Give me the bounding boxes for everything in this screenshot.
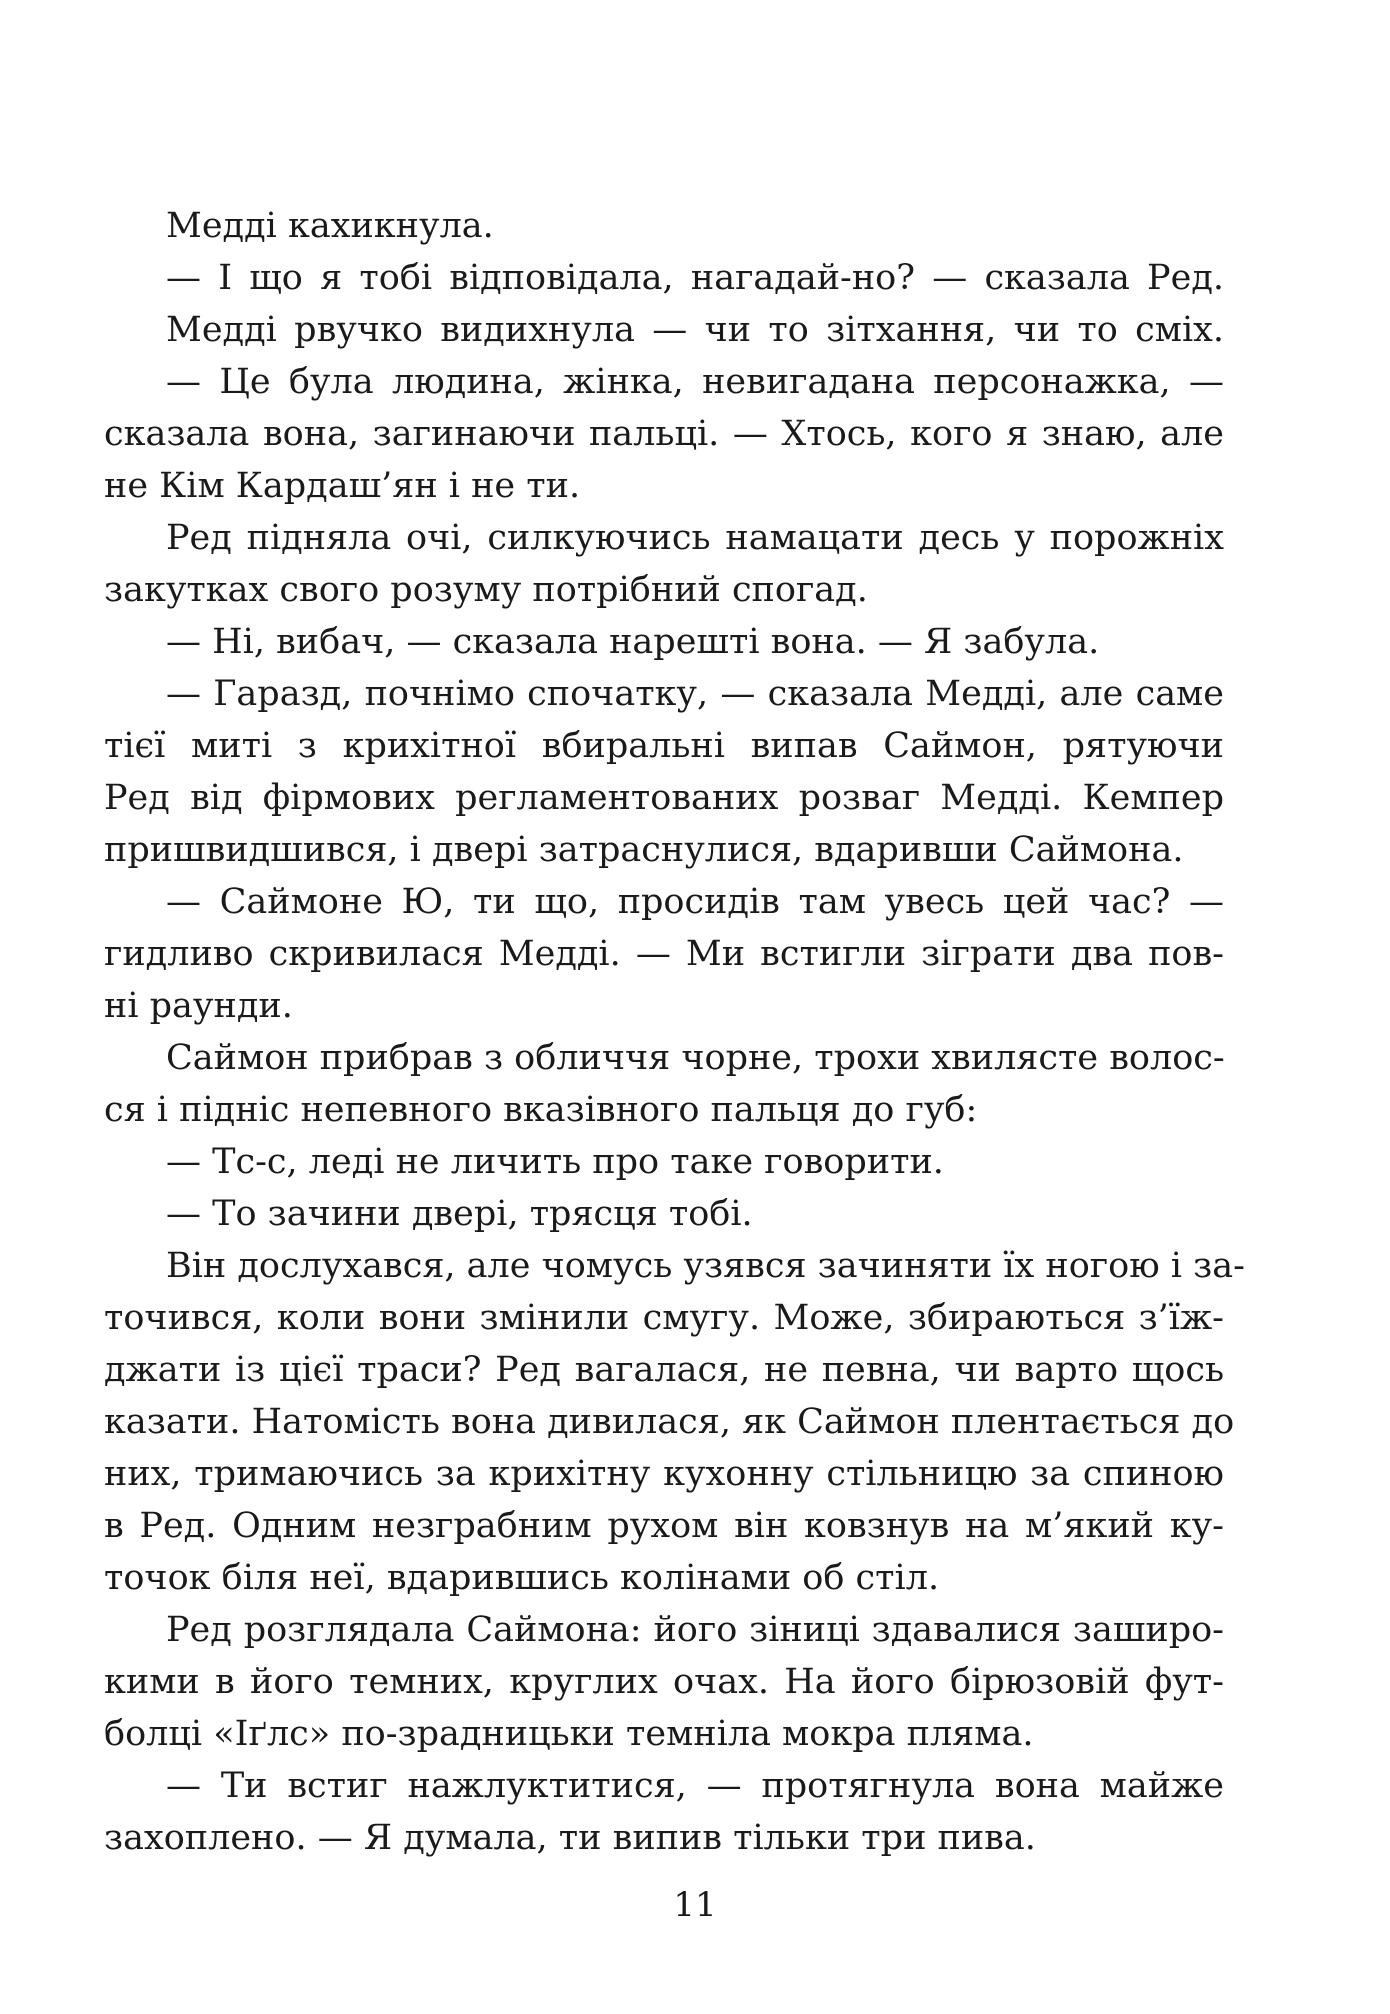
text-line: — Ти встиг нажлуктитися, — протягнула вона майже (166, 1766, 1224, 1806)
text-line: ся і підніс непевного вказівного пальця до губ: (104, 1090, 978, 1130)
text-line: тієї миті з крихітної вбиральні випав Саймон, рятуючи (104, 726, 1224, 766)
text-line: болці «Іґлс» по-зрадницьки темніла мокра пляма. (104, 1714, 1034, 1754)
text-line: закутках свого розуму потрібний спогад. (104, 570, 868, 610)
text-line: гидливо скривилася Медді. — Ми встигли зіграти два пов- (104, 934, 1224, 974)
text-line: кими в його темних, круглих очах. На його бірюзовій фут- (104, 1662, 1224, 1702)
text-line: них, тримаючись за крихітну кухонну стільницю за спиною (104, 1454, 1224, 1494)
text-line: пришвидшився, і двері затраснулися, вдаривши Саймона. (104, 830, 1184, 870)
text-line: — І що я тобі відповідала, нагадай-но? — сказала Ред. (166, 258, 1224, 298)
text-line: джати із цієї траси? Ред вагалася, не певна, чи варто щось (104, 1350, 1224, 1390)
text-line: — Це була людина, жінка, невигадана персонажка, — (166, 362, 1224, 402)
text-line: Ред від фірмових регламентованих розваг Медді. Кемпер (104, 778, 1224, 818)
page-number: 11 (673, 1885, 717, 1925)
text-line: не Кім Кардаш’ян і не ти. (104, 466, 581, 506)
text-line: Він дослухався, але чомусь узявся зачиняти їх ногою і за- (166, 1246, 1245, 1286)
text-line: Медді рвучко видихнула — чи то зітхання, чи то сміх. (166, 310, 1224, 350)
text-line: Саймон прибрав з обличчя чорне, трохи хвилясте волос- (166, 1038, 1225, 1078)
text-line: Ред розглядала Саймона: його зіниці здавалися заширо- (166, 1610, 1224, 1650)
text-line: — Тс-с, леді не личить про таке говорити. (166, 1142, 944, 1182)
text-line: точився, коли вони змінили смугу. Може, збираються з’їж- (104, 1298, 1224, 1338)
text-line: казати. Натомість вона дивилася, як Саймон плентається до (104, 1402, 1235, 1442)
text-line: Ред підняла очі, силкуючись намацати десь у порожніх (166, 518, 1224, 558)
text-line: захоплено. — Я думала, ти випив тільки три пива. (104, 1818, 1036, 1858)
text-line: — Гаразд, почнімо спочатку, — сказала Медді, але саме (166, 674, 1224, 714)
text-line: в Ред. Одним незграбним рухом він ковзнув на м’який ку- (104, 1506, 1224, 1546)
text-line: — То зачини двері, трясця тобі. (166, 1194, 753, 1234)
text-line: Медді кахикнула. (166, 206, 494, 246)
text-line: — Ні, вибач, — сказала нарешті вона. — Я забула. (166, 622, 1100, 662)
text-line: — Саймоне Ю, ти що, просидів там увесь цей час? — (166, 882, 1224, 922)
text-line: сказала вона, загинаючи пальці. — Хтось, кого я знаю, але (104, 414, 1224, 454)
text-line: точок біля неї, вдарившись колінами об стіл. (104, 1558, 940, 1598)
text-line: ні раунди. (104, 986, 293, 1026)
